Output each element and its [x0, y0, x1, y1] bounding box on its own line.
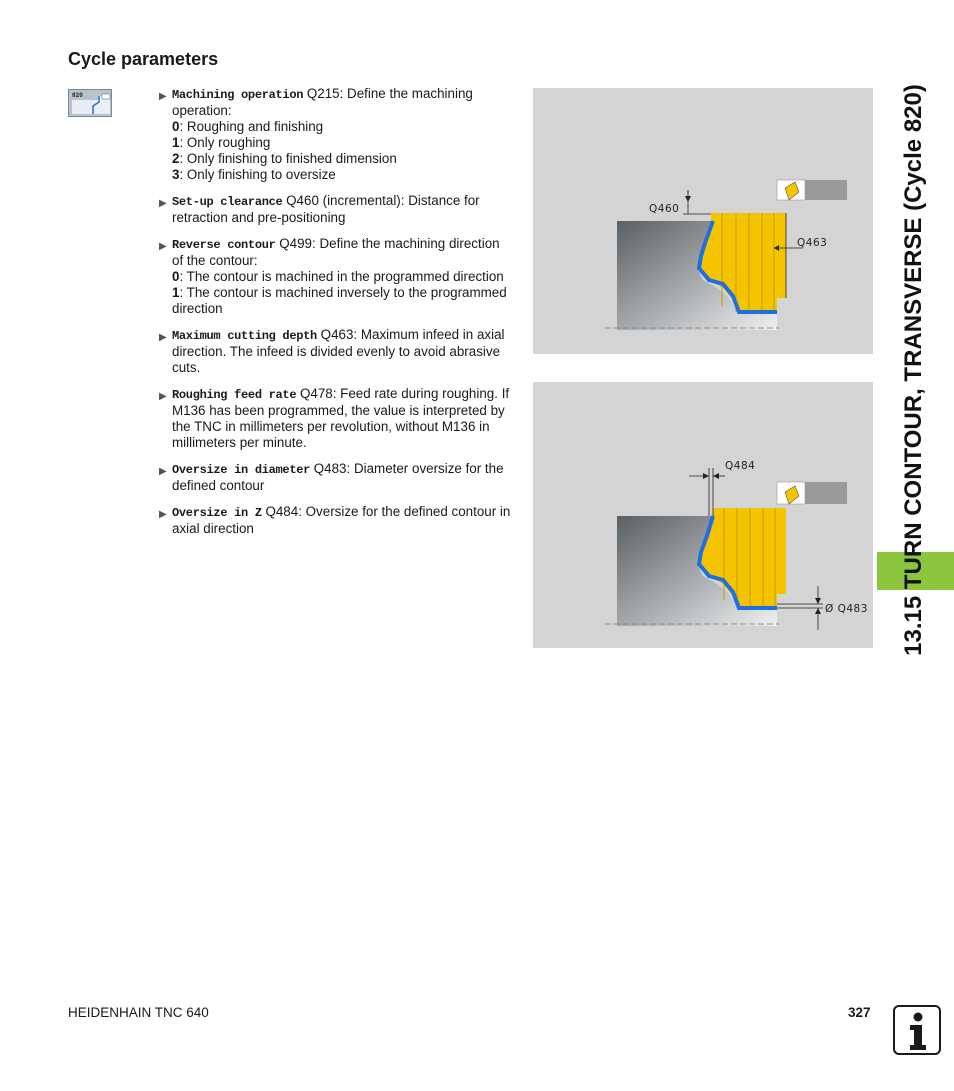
parameter-name: Machining operation [172, 88, 304, 102]
parameter-item [158, 504, 514, 537]
parameter-item [158, 193, 514, 226]
figure1-diagram [533, 88, 873, 354]
bullet-arrow-icon: ▶ [159, 466, 167, 477]
figure-oversize [533, 382, 873, 648]
softkey-label: 820 [72, 92, 83, 99]
figure1-label-q460: Q460 [649, 203, 680, 215]
option-text: : Only finishing to oversize [179, 167, 336, 182]
parameter-description: Q215: Define the machining operation: [172, 86, 473, 118]
bullet-arrow-icon: ▶ [159, 509, 167, 520]
parameter-item [158, 236, 514, 317]
option-key: 3 [172, 167, 180, 182]
parameter-description: Q463: Maximum infeed in axial direction. The infeed is divided evenly to avoid abrasive cuts. [172, 327, 505, 375]
parameter-description: Q499: Define the machining direction of the contour: [172, 236, 500, 268]
parameter-description: Q484: Oversize for the defined contour in axial direction [172, 504, 511, 536]
bullet-arrow-icon: ▶ [159, 332, 167, 343]
option-text: : Only finishing to finished dimension [179, 151, 397, 166]
parameter-description: Q478: Feed rate during roughing. If M136 has been programmed, the value is interpreted by the TNC in millimeters per revolution, without M136 in millimeters per minute. [172, 386, 510, 450]
option-text: : Only roughing [179, 135, 271, 150]
option-key: 1 [172, 135, 180, 150]
option-text: : The contour is machined in the programmed direction [179, 269, 504, 284]
parameter-option [172, 269, 514, 285]
cycle-softkey-icon [68, 89, 112, 117]
bullet-arrow-icon: ▶ [159, 391, 167, 402]
chapter-title-text: 13.15 TURN CONTOUR, TRANSVERSE (Cycle 820) [900, 84, 927, 656]
bullet-arrow-icon: ▶ [159, 241, 167, 252]
info-icon [893, 1005, 941, 1055]
parameter-option [172, 151, 514, 167]
option-key: 0 [172, 119, 180, 134]
option-key: 2 [172, 151, 180, 166]
parameter-item [158, 461, 514, 494]
parameter-name: Reverse contour [172, 238, 276, 252]
option-key: 0 [172, 269, 180, 284]
parameter-name: Set-up clearance [172, 195, 283, 209]
softkey-graphic-icon [69, 90, 113, 118]
parameter-option [172, 167, 514, 183]
parameter-list [158, 86, 514, 547]
parameter-option [172, 119, 514, 135]
figure2-diagram [533, 382, 873, 648]
section-heading: Cycle parameters [68, 49, 219, 69]
footer-product: HEIDENHAIN TNC 640 [68, 1005, 209, 1020]
parameter-item [158, 327, 514, 376]
parameter-name: Oversize in Z [172, 506, 262, 520]
parameter-name: Maximum cutting depth [172, 329, 317, 343]
figure-set-up-clearance [533, 88, 873, 354]
bullet-arrow-icon: ▶ [159, 91, 167, 102]
figure1-label-q463: Q463 [797, 237, 828, 249]
figure2-label-q483: Ø Q483 [825, 603, 868, 615]
parameter-name: Oversize in diameter [172, 463, 311, 477]
parameter-description: Q483: Diameter oversize for the defined contour [172, 461, 504, 493]
parameter-option [172, 285, 514, 317]
option-text: : The contour is machined inversely to the programmed direction [172, 285, 507, 316]
parameter-name: Roughing feed rate [172, 388, 297, 402]
parameter-description: Q460 (incremental): Distance for retraction and pre-positioning [172, 193, 480, 225]
parameter-item [158, 386, 514, 451]
bullet-arrow-icon: ▶ [159, 198, 167, 209]
parameter-item [158, 86, 514, 183]
footer-page-number: 327 [848, 1005, 871, 1020]
option-text: : Roughing and finishing [179, 119, 324, 134]
figure2-label-q484: Q484 [725, 460, 756, 472]
parameter-option [172, 135, 514, 151]
option-key: 1 [172, 285, 180, 300]
